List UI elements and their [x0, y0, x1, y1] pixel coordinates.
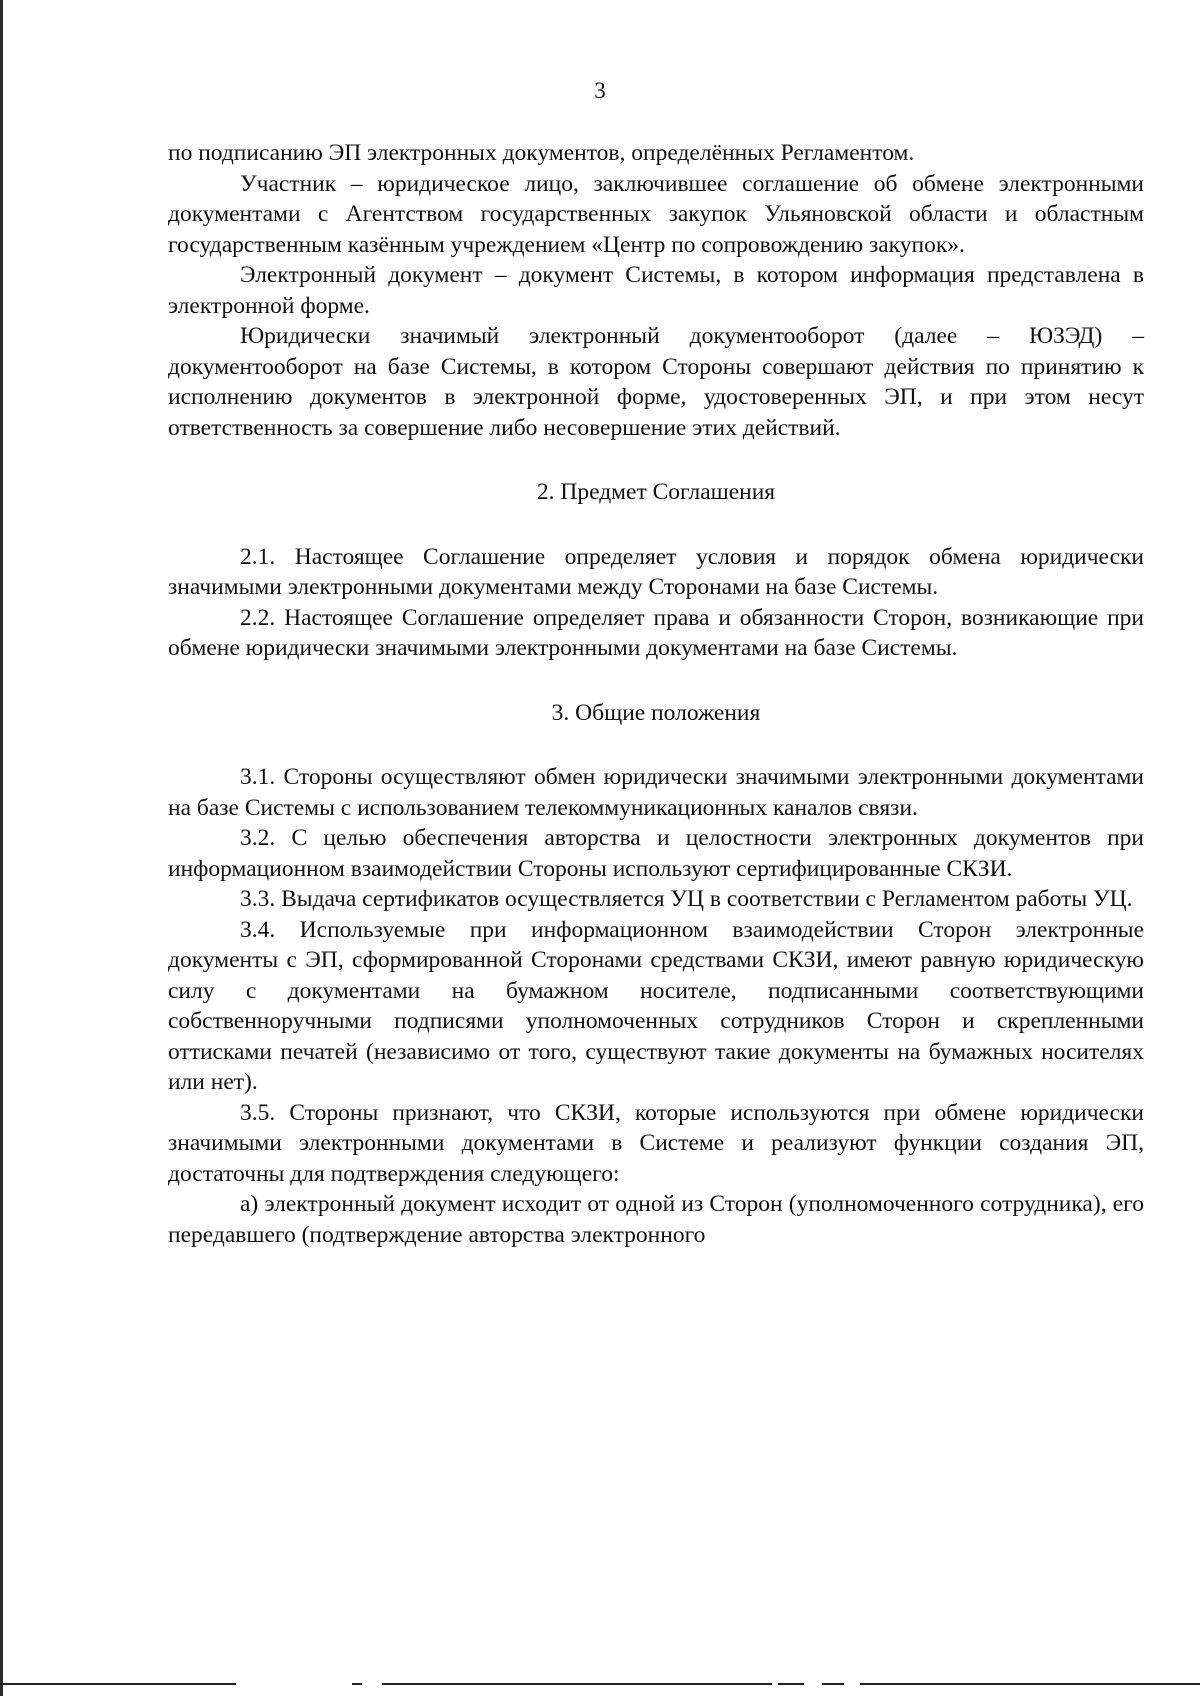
paragraph: 3.5. Стороны признают, что СКЗИ, которые используются при обмене юридически значимыми электронными документами в Системе и реализуют функции создания ЭП, достаточны для подтверждения следующего:: [168, 1099, 1144, 1187]
paragraph: Участник – юридическое лицо, заключившее соглашение об обмене электронными документами с Агентством государственных закупок Ульяновской области и областным государственным казённым учреждением «Центр по сопровождению закупок».: [168, 170, 1144, 258]
paragraph: 2.2. Настоящее Соглашение определяет права и обязанности Сторон, возникающие при обмене юридически значимыми электронными документами на базе Системы.: [168, 604, 1144, 661]
paragraph: 3.1. Стороны осуществляют обмен юридически значимыми электронными документами на базе Системы с использованием телекоммуникационных каналов связи.: [168, 764, 1144, 821]
paragraph: 2.1. Настоящее Соглашение определяет условия и порядок обмена юридически значимыми электронными документами между Сторонами на базе Системы.: [168, 543, 1144, 600]
document-body: [168, 138, 1144, 1250]
scan-edge: [0, 0, 3, 1696]
paragraph: 3.2. С целью обеспечения авторства и целостности электронных документов при информационном взаимодействии Стороны используют сертифицированные СКЗИ.: [168, 825, 1144, 882]
paragraph: 3.3. Выдача сертификатов осуществляется УЦ в соответствии с Регламентом работы УЦ.: [240, 886, 1133, 912]
page-number: 3: [594, 78, 606, 103]
paragraph: Электронный документ – документ Системы, в котором информация представлена в электронной форме.: [168, 262, 1144, 319]
paragraph: по подписанию ЭП электронных документов, определённых Регламентом.: [168, 140, 915, 166]
paragraph: Юридически значимый электронный документооборот (далее – ЮЗЭД) – документооборот на базе Системы, в котором Стороны совершают действия по принятию к исполнению документов в электронной форме, удостоверенных ЭП, и при этом несут ответственность за совершение либо несовершение этих действий.: [168, 323, 1144, 441]
scan-bottom-rule: [0, 1683, 1200, 1684]
section-heading: 2. Предмет Соглашения: [536, 479, 776, 505]
paragraph: 3.4. Используемые при информационном взаимодействии Сторон электронные документы с ЭП, сформированной Сторонами средствами СКЗИ, имеют равную юридическую силу с документами на бумажном носителе, подписанными соответствующими собственноручными подписями уполномоченных сотрудников Сторон и скрепленными оттисками печатей (независимо от того, существуют такие документы на бумажных носителях или нет).: [168, 916, 1144, 1095]
section-heading: 3. Общие положения: [551, 699, 761, 726]
paragraph: а) электронный документ исходит от одной из Сторон (уполномоченного сотрудника), его передавшего (подтверждение авторства электронного: [168, 1191, 1144, 1248]
